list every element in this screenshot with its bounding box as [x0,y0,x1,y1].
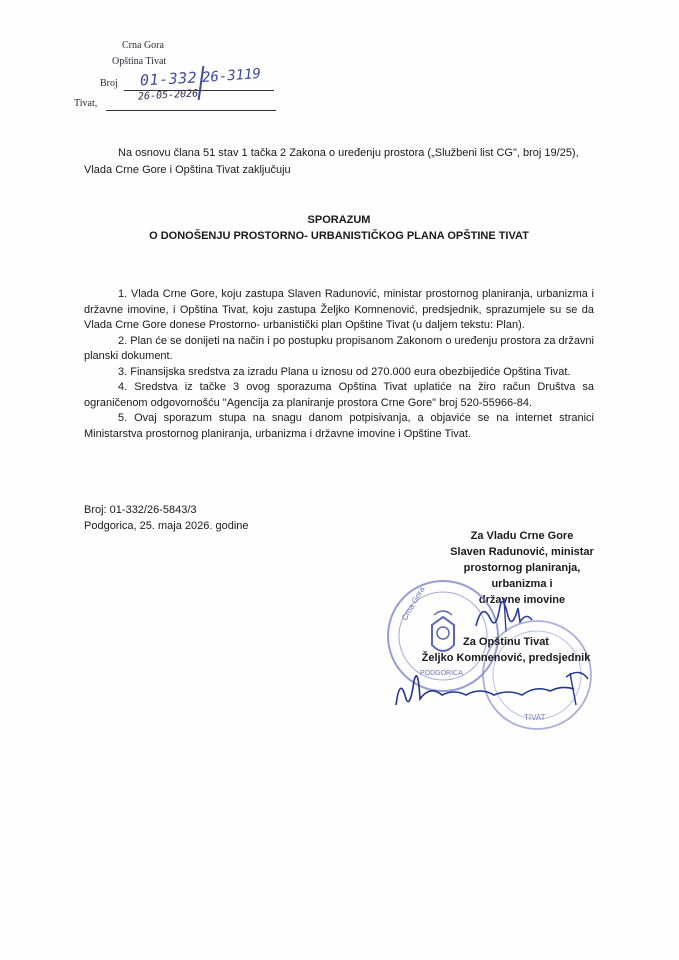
title-line-1: SPORAZUM [307,214,371,226]
stamp-tivat-line [106,110,276,111]
seal-top-text: Crna Gora [399,585,427,622]
stamp-tivat-label: Tivat, [74,98,98,109]
mun-line-1: Za Opštinu Tivat [463,636,549,648]
stamp-country: Crna Gora [122,40,164,51]
handwritten-extension: 26-3119 [201,65,262,87]
point-1: 1. Vlada Crne Gore, koju zastupa Slaven Radunović, ministar prostornog planiranja, urbanizma i državne imovine, i Opština Tivat, koju zastupa Željko Komnenović, predsjednik, sprazumjele su se da Vlada Crne Gore donese Prostorno- urbanistički plan Opštine Tivat (u daljem tekstu: Plan). [84,288,594,331]
seal2-bottom-text: TIVAT [524,713,546,722]
agreement-points [84,287,594,442]
gov-line-1: Za Vladu Crne Gore [470,530,574,542]
gov-line-4: državne imovine [478,594,566,606]
point-2: 2. Plan će se donijeti na način i po postupku propisanom Zakonom o uređenju prostora za državni planski dokument. [84,334,594,362]
gov-line-3: prostornog planiranja, urbanizma i [463,562,581,590]
point-5: 5. Ovaj sporazum stupa na snagu danom potpisivanja, a objaviće se na internet stranici Ministarstva prostornog planiranja, urbanizma i državne imovine i Opštine Tivat. [84,412,594,440]
point-4: 4. Sredstva iz tačke 3 ovog sporazuma Opština Tivat uplatiće na žiro račun Društva sa ograničenom odgovornošću "Agencija za planiranje prostora Crne Gore" broj 520-55966-84. [84,381,594,409]
document-title [84,212,594,244]
place-date: Podgorica, 25. maja 2026. godine [84,520,249,532]
seal-bottom-text: PODGORICA [420,670,463,677]
mun-line-2: Željko Komnenović, predsjednik [421,652,591,664]
handwritten-date: 26-05-2026 [137,88,199,103]
document-meta [84,502,249,534]
handwritten-number: 01-332 [139,68,198,90]
gov-line-2: Slaven Radunović, ministar [450,546,594,558]
title-line-2: O DONOŠENJU PROSTORNO- URBANISTIČKOG PLANA OPŠTINE TIVAT [149,230,529,242]
document-number: Broj: 01-332/26-5843/3 [84,504,197,516]
mayor-signature [390,655,600,715]
stamp-municipality: Opština Tivat [112,56,167,67]
intro-paragraph: Na osnovu člana 51 stav 1 tačka 2 Zakona o uređenju prostora („Službeni list CG", broj 19/25), Vlada Crne Gore i Opština Tivat zaključuju [84,147,579,176]
point-3: 3. Finansijska sredstva za izradu Plana u iznosu od 270.000 eura obezbijediće Opština Tivat. [118,365,571,378]
stamp-broj-label: Broj [100,78,118,89]
registry-stamp [74,40,300,115]
